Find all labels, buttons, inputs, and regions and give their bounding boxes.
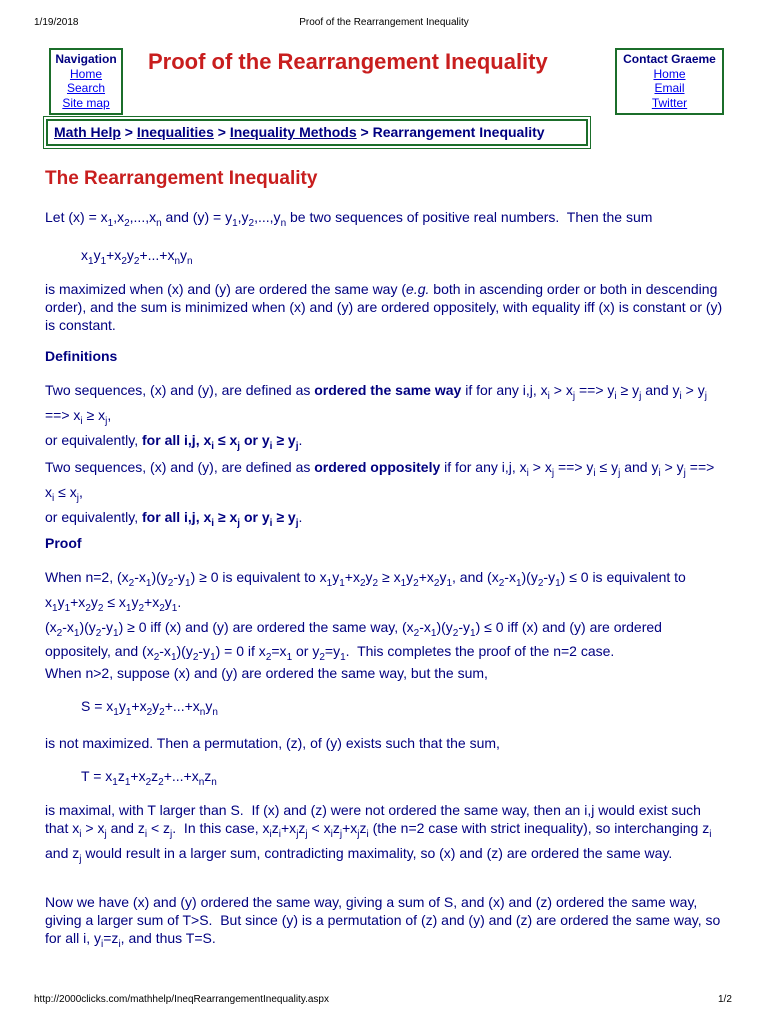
definition-same-way: Two sequences, (x) and (y), are defined as ordered the same way if for any i,j, $x_i > x_j$ ==> $y_i \ge y_j$ and $y_i > y_j$ ==> $x_i \ge x_j$, or equivalently, for all i,j, $x_i \le x_j$ or $y_i \ge y_j$. — [45, 382, 707, 452]
sum-expression: $x_1y_1+x_2y_2+...+x_ny_n$ — [81, 247, 193, 267]
section-title: The Rearrangement Inequality — [45, 168, 318, 189]
breadcrumb-current: Rearrangement Inequality — [372, 124, 545, 140]
definition-oppositely: Two sequences, (x) and (y), are defined as ordered oppositely if for any i,j, $x_i > x_j$ ==> $y_i \le y_j$ and $y_i > y_j$ ==> $x_i \le x_j$, or equivalently, for all i,j, $x_i \ge x_j$ or $y_i \ge y_j$. — [45, 459, 715, 529]
proof-not-max: is not maximized. Then a permutation, (z), of (y) exists such that the sum, — [45, 735, 500, 751]
print-date: 1/19/2018 — [34, 17, 79, 28]
breadcrumb-separator: > — [124, 124, 133, 140]
navigation-box — [49, 48, 123, 115]
proof-n-gt-2: When n>2, suppose (x) and (y) are ordered the same way, but the sum, — [45, 665, 488, 681]
contact-title: Contact Graeme — [623, 52, 716, 66]
proof-n2-case: When n=2, $(x_2-x_1)(y_2-y_1) \ge 0$ is equivalent to $x_1y_1+x_2y_2 \ge x_1y_2+x_2y_1$, and $(x_2-x_1)(y_2-y_1) \le 0$ is equivalent to $x_1y_1+x_2y_2 \le x_1y_2+x_2y_1$. $(x_2-x_1)(y_2-y_1) \ge 0$ iff (x) and (y) are ordered the same way, $(x_2-x_1)(y_2-y_1) \le 0$ iff (x) and (y) are ordered oppositely, and $(x_2-x_1)(y_2-y_1) = 0$ if $x_2=x_1$ or $y_2=y_1$. This completes the proof of the n=2 case. — [45, 569, 686, 664]
contact-home-link[interactable]: Home — [653, 66, 686, 81]
s-expression: $S = x_1y_1+x_2y_2+...+x_ny_n$ — [81, 698, 218, 718]
nav-search-link[interactable]: Search — [66, 81, 106, 95]
definitions-heading: Definitions — [45, 348, 118, 364]
breadcrumb-inequality-methods[interactable]: Inequality Methods — [229, 124, 357, 140]
nav-home-link[interactable]: Home — [69, 66, 102, 81]
breadcrumb-math-help[interactable]: Math Help — [54, 124, 121, 140]
intro-paragraph: Let $(x) = x_1,x_2,...,x_n$ and $(y) = y_1,y_2,...,y_n$ be two sequences of positive real numbers. Then the sum — [45, 209, 653, 229]
breadcrumb — [46, 119, 588, 146]
proof-conclusion: Now we have (x) and (y) ordered the same way, giving a sum of S, and (x) and (z) ordered the same way, giving a larger sum of T>S. But since (y) is a permutation of (z) and (y) and (z) are ordered the same way, so for all i, $y_i=z_i$, and thus T=S. — [45, 894, 721, 950]
proof-heading: Proof — [45, 535, 82, 551]
breadcrumb-separator: > — [360, 124, 369, 140]
print-page-number: 1/2 — [718, 994, 732, 1005]
contact-email-link[interactable]: Email — [654, 81, 685, 95]
contact-twitter-link[interactable]: Twitter — [651, 95, 688, 110]
print-title: Proof of the Rearrangement Inequality — [299, 17, 469, 28]
navigation-title: Navigation — [55, 52, 117, 66]
print-url: http://2000clicks.com/mathhelp/IneqRearrangementInequality.aspx — [34, 994, 329, 1005]
t-expression: $T = x_1z_1+x_2z_2+...+x_nz_n$ — [81, 768, 217, 788]
page-title: Proof of the Rearrangement Inequality — [148, 49, 548, 74]
nav-sitemap-link[interactable]: Site map — [62, 95, 110, 110]
contact-box — [615, 48, 724, 115]
breadcrumb-inequalities[interactable]: Inequalities — [136, 124, 214, 140]
breadcrumb-separator: > — [217, 124, 226, 140]
intro-after: is maximized when (x) and (y) are ordered the same way (e.g. both in ascending order or both in descending order), and the sum is minimized when (x) and (y) are ordered oppositely, with equality iff (x) is constant or (y) is constant. — [45, 281, 723, 333]
proof-maximal: is maximal, with T larger than S. If (x) and (z) were not ordered the same way, then an i,j would exist such that $x_i > x_j$ and $z_i < z_j$. In this case, $x_iz_i+x_jz_j < x_iz_j+x_jz_i$ (the n=2 case with strict inequality), so interchanging $z_i$ and $z_j$ would result in a larger sum, contradicting maximality, so (x) and (z) are ordered the same way. — [45, 802, 712, 865]
